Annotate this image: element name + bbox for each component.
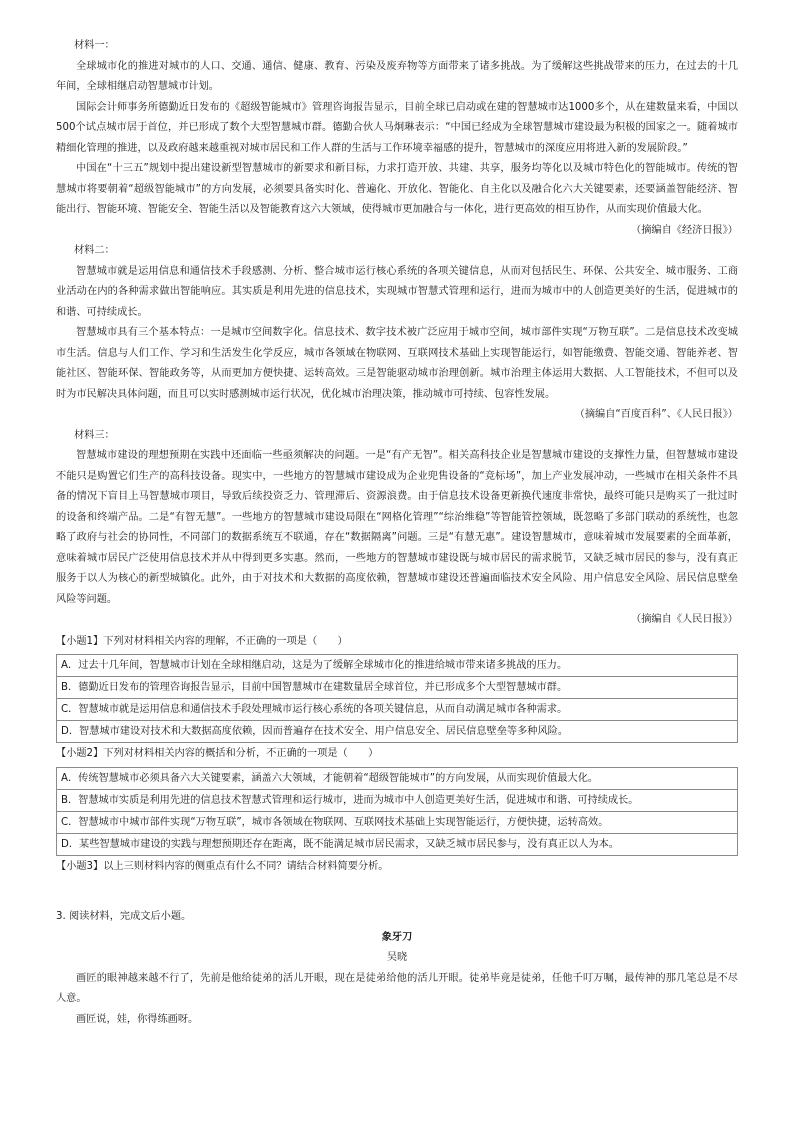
material2-paragraph: 智慧城市具有三个基本特点：一是城市空间数字化。信息技术、数字技术被广泛应用于城市空间，城市部件实现“万物互联”。二是信息技术改变城市生活。信息与人们工作、学习和生活发生化学反应，城市各领域在物联网、互联网技术基础上实现智能运行，如智能缴费、智能交通、智能养老、智能社区、智能环保、智能政务等，从而更加方便快捷、运转高效。三是智能驱动城市治理创新。城市治理主体运用大数据、人工智能技术，不但可以及时为市民解决具体问题，而且可以实时感测城市运行状况，优化城市治理决策，推动城市可持续、包容性发展。 — [56, 327, 738, 400]
question2-option-c[interactable]: C．智慧城市中城市部件实现“万物互联”，城市各领域在物联网、互联网技术基础上实现智能运行，方便快捷，运转高效。 — [57, 811, 738, 833]
question3-stem: 【小题3】以上三则材料内容的侧重点有什么不同？请结合材料简要分析。 — [56, 860, 389, 872]
question2-option-a[interactable]: A．传统智慧城市必须具备六大关键要素，涵盖六大领域，才能朝着“超级智能城市”的方向发展，从而实现价值最大化。 — [57, 767, 738, 789]
question2-stem: 【小题2】下列对材料相关内容的概括和分析，不正确的一项是（ ） — [56, 748, 379, 759]
material2-label: 材料二： — [74, 245, 115, 256]
document-page — [56, 36, 738, 1030]
material2-source: （摘编自“百度百科”、《人民日报》） — [574, 409, 738, 420]
question2-option-b[interactable]: B．智慧城市实质是利用先进的信息技术智慧式管理和运行城市，进而为城市中人创造更美好生活，促进城市和谐、可持续成长。 — [57, 789, 738, 811]
question1-option-a[interactable]: A．过去十几年间，智慧城市计划在全球相继启动，这是为了缓解全球城市化的推进给城市带来诸多挑战的压力。 — [57, 655, 738, 677]
material3-label: 材料三： — [74, 429, 115, 441]
story-author: 吴晓 — [386, 952, 408, 963]
material1-label: 材料一： — [74, 40, 115, 51]
question1-options — [56, 654, 738, 743]
section-gap — [56, 879, 738, 907]
material1-paragraph: 中国在“十三五”规划中提出建设新型智慧城市的新要求和新目标，力求打造开放、共建、共享，服务均等化以及城市特色化的智能城市。传统的智慧城市将要朝着“超级智能城市”的方向发展，必须要具备实时化、普遍化、开放化、智能化、自主化以及融合化六大关键要素，还要涵盖智能经济、智能出行、智能环境、智能安全、智能生活以及智能教育这六大领域，使得城市更加融合与一体化，进行更高效的相互协作，从而实现价值最大化。 — [56, 163, 738, 215]
material1-paragraph: 全球城市化的推进对城市的人口、交通、通信、健康、教育、污染及废弃物等方面带来了诸多挑战。为了缓解这些挑战带来的压力，在过去的十几年间，全球相继启动智慧城市计划。 — [56, 60, 738, 92]
material3-paragraph: 智慧城市建设的理想预期在实践中还面临一些亟须解决的问题。一是“有产无智”。相关高科技企业是智慧城市建设的支撑性力量，但智慧城市建设不能只是购置它们生产的高科技设备。现实中，一些地方的智慧城市建设成为企业兜售设备的“竞标场”，加上产业发展冲动，一些城市在相关条件不具备的情况下盲目上马智慧城市项目，导致后续投资乏力、管理滞后、资源浪费。由于信息技术设备更新换代速度非常快，最终可能只是购买了一批过时的设备和终端产品。二是“有智无慧”。一些地方的智慧城市建设局限在“网格化管理”“综治维稳”等智能管控领域，既忽略了多部门联动的系统性，也忽略了政府与社会的协同性，不同部门的数据系统互不联通，存在“数据隔离”问题。三是“有慧无惠”。建设智慧城市，意味着城市发展要素的全面革新，意味着城市居民广泛使用信息技术并从中得到更多实惠。然而，一些地方的智慧城市建设既与城市居民的需求脱节，又缺乏城市居民的参与，没有真正服务于以人为核心的新型城镇化。此外，由于对技术和大数据的高度依赖，智慧城市建设还普遍面临技术安全风险、用户信息安全风险、居民信息壁垒风险等问题。 — [56, 450, 738, 605]
question1-stem: 【小题1】下列对材料相关内容的理解，不正确的一项是（ ） — [56, 635, 348, 647]
material1-source: （摘编自《经济日报》） — [631, 224, 738, 236]
section3-heading: 3. 阅读材料，完成文后小题。 — [56, 911, 192, 922]
question1-option-d[interactable]: D．智慧城市建设对技术和大数据高度依赖，因而普遍存在技术安全、用户信息安全、居民信息壁垒等多种风险。 — [57, 721, 738, 743]
question1-option-c[interactable]: C．智慧城市就是运用信息和通信技术手段处理城市运行核心系统的各项关键信息，从而自动满足城市各种需求。 — [57, 699, 738, 721]
story-paragraph: 画匠说，娃，你得练画呀。 — [76, 1013, 199, 1025]
question1-option-b[interactable]: B．德勤近日发布的管理咨询报告显示，目前中国智慧城市在建数量居全球首位，并已形成多个大型智慧城市群。 — [57, 677, 738, 699]
material3-source: （摘编自《人民日报》） — [631, 614, 738, 625]
material1-paragraph: 国际会计师事务所德勤近日发布的《超级智能城市》管理咨询报告显示，目前全球已启动或在建的智慧城市达1000多个，从在建数量来看，中国以500个试点城市居于首位，并已形成了数个大型智慧城市群。德勤合伙人马炯琳表示：“中国已经成为全球智慧城市建设最为积极的国家之一。随着城市精细化管理的推进，以及政府越来越重视对城市居民和工作人群的生活与工作环境幸福感的提升，智慧城市的深度应用将进入新的发展阶段。” — [56, 101, 738, 154]
question2-option-d[interactable]: D．某些智慧城市建设的实践与理想预期还存在距离，既不能满足城市居民需求，又缺乏城市居民参与，没有真正以人为本。 — [57, 833, 738, 855]
story-paragraph: 画匠的眼神越来越不行了，先前是他给徒弟的活儿开眼，现在是徒弟给他的活儿开眼。徒弟毕竟是徒弟，任他千叮万嘱，最传神的那几笔总是不尽人意。 — [56, 972, 738, 1004]
question2-options — [56, 767, 738, 856]
material2-paragraph: 智慧城市就是运用信息和通信技术手段感测、分析、整合城市运行核心系统的各项关键信息，从而对包括民生、环保、公共安全、城市服务、工商业活动在内的各种需求做出智能响应。其实质是利用先进的信息技术，实现城市智慧式管理和运行，进而为城市中的人创造更美好的生活，促进城市的和谐、可持续成长。 — [56, 265, 738, 318]
story-title: 象牙刀 — [381, 931, 413, 943]
